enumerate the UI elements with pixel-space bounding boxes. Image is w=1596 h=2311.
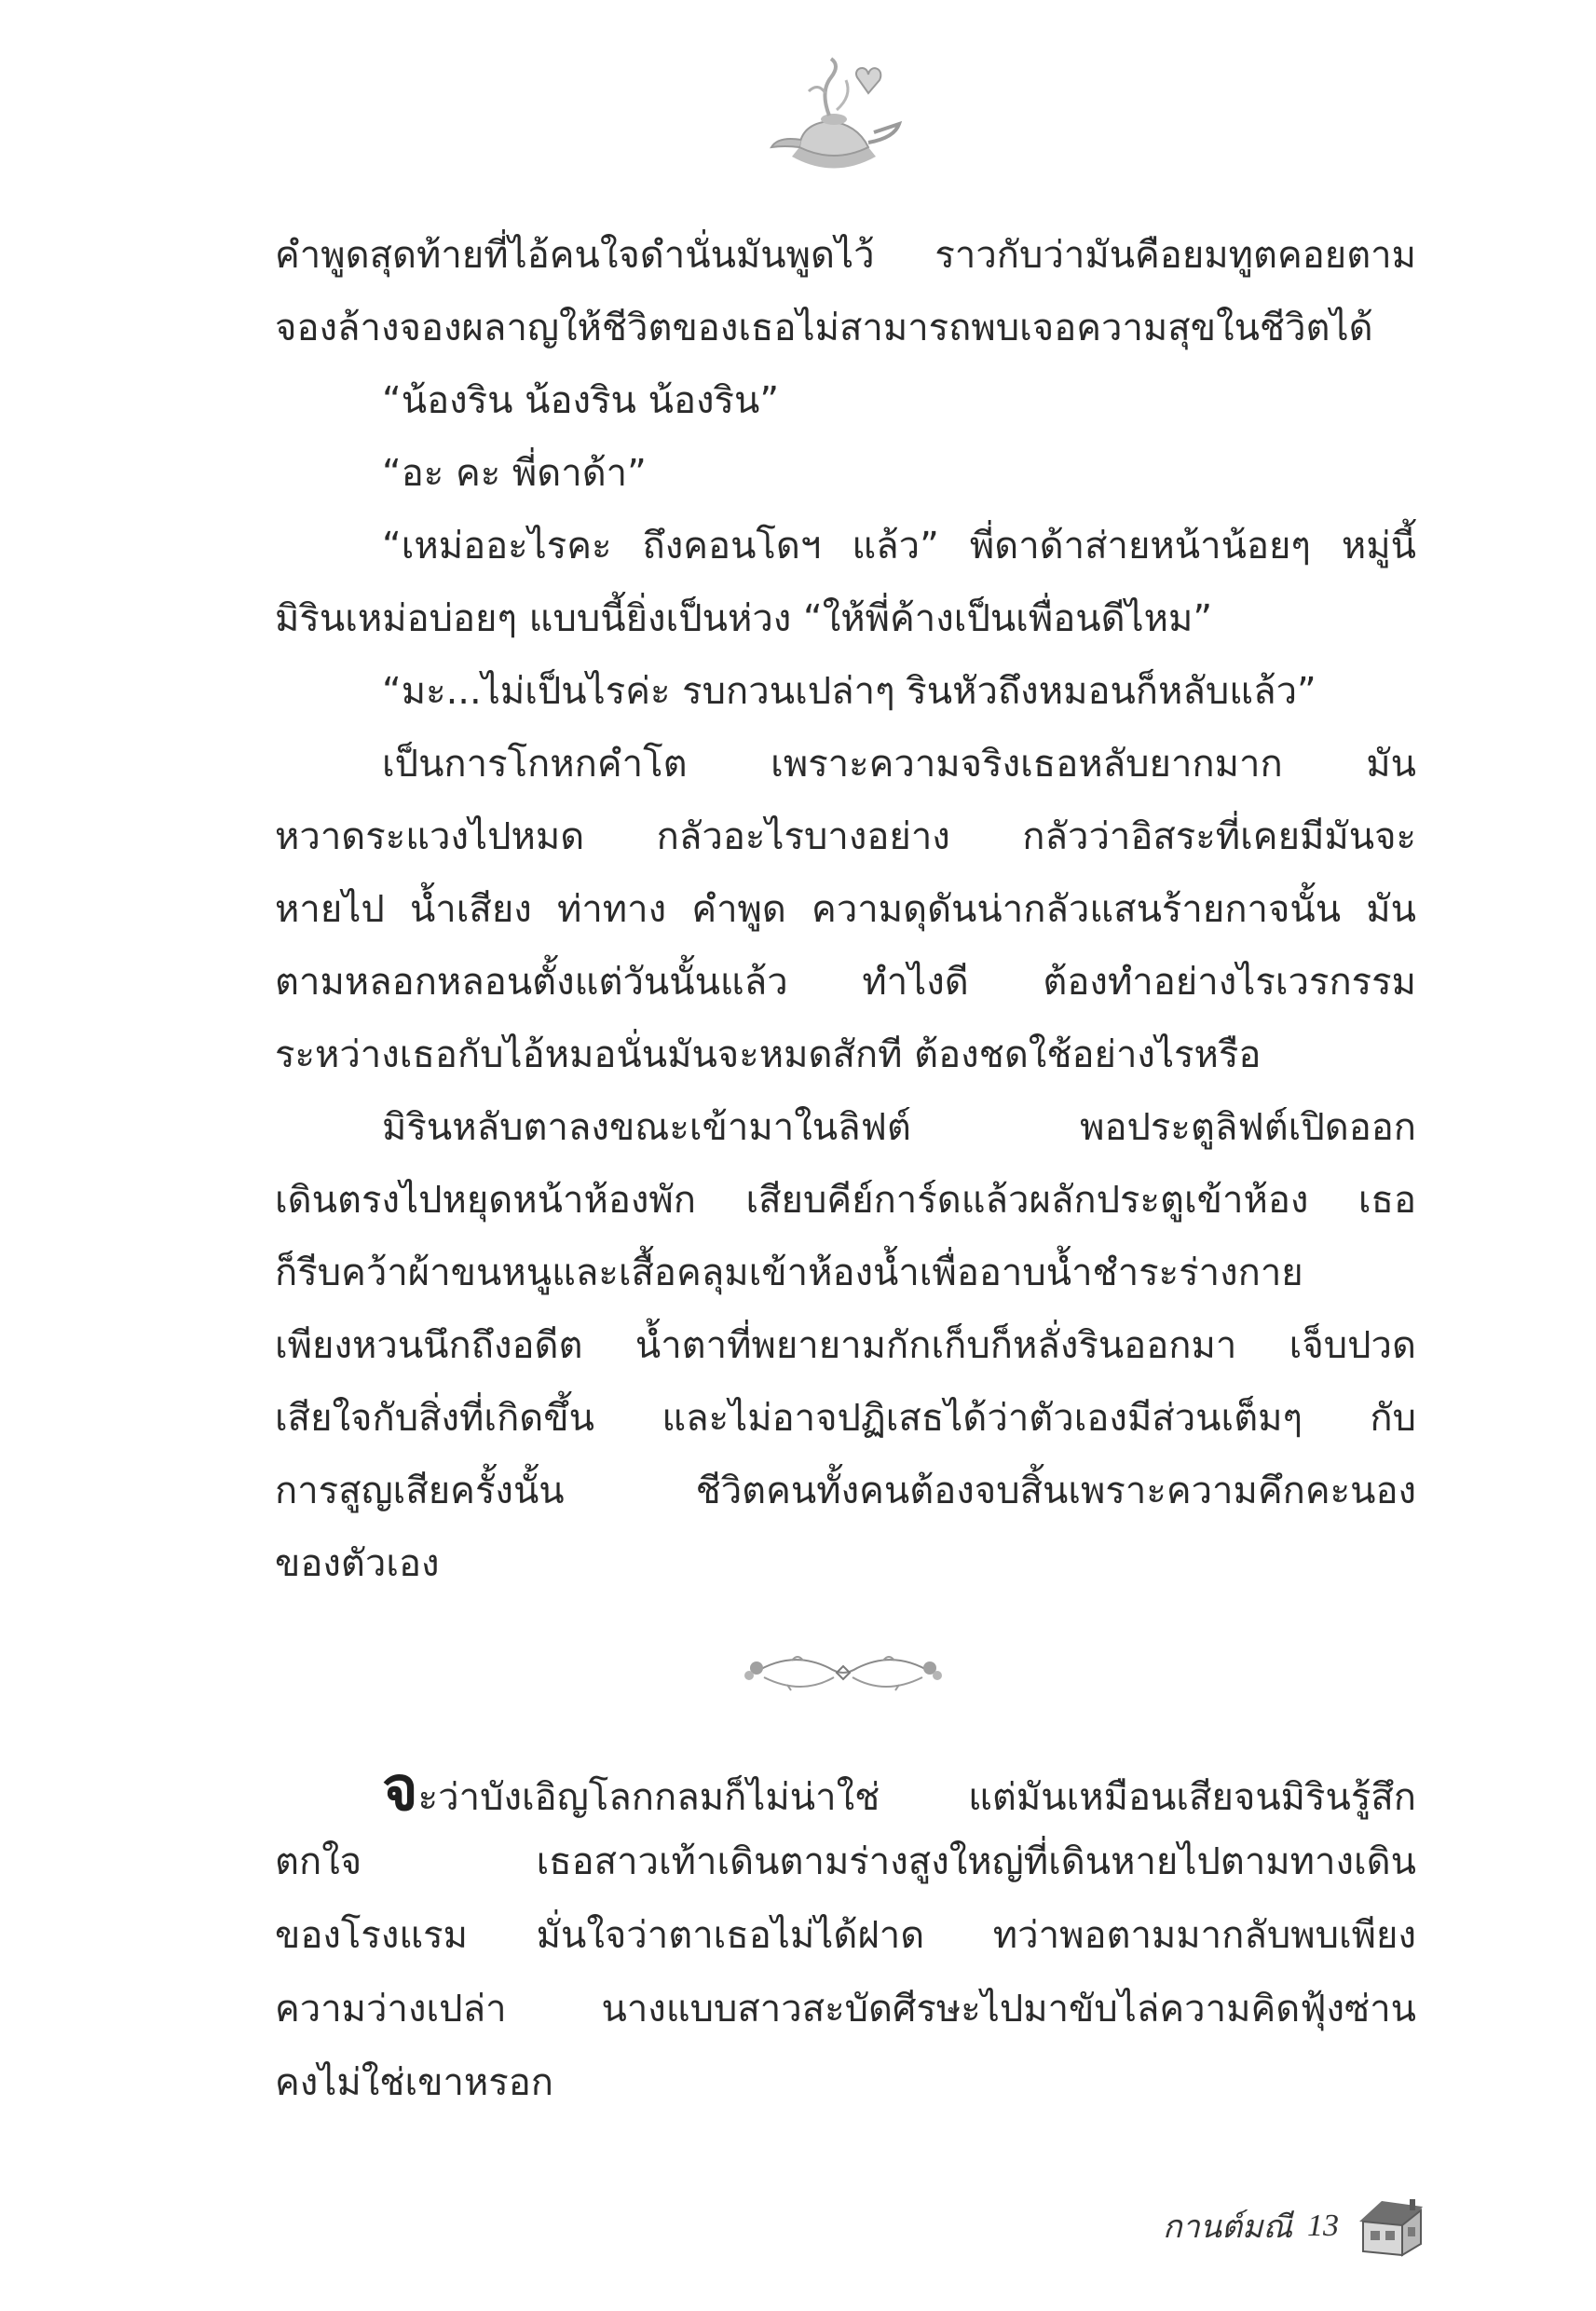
text-line: การสูญเสียครั้งนั้น ชีวิตคนทั้งคนต้องจบสิ้นเพราะความคึกคะนอง (275, 1470, 1416, 1512)
text-line: จองล้างจองผลาญให้ชีวิตของเธอไม่สามารถพบเจอความสุขในชีวิตได้ (275, 307, 1373, 349)
text-line: คำพูดสุดท้ายที่ไอ้คนใจดำนั่นมันพูดไว้ ราวกับว่ามันคือยมทูตคอยตาม (275, 234, 1416, 277)
text-line: มิรินหลับตาลงขณะเข้ามาในลิฟต์ พอประตูลิฟต์เปิดออก (382, 1106, 1416, 1149)
body-text-block-1 (275, 219, 1416, 1600)
dropcap-paragraph-start (275, 1752, 1416, 1826)
text-line: ตามหลอกหลอนตั้งแต่วันนั้นแล้ว ทำไงดี ต้องทำอย่างไรเวรกรรม (275, 961, 1416, 1004)
text-line: ตกใจ เธอสาวเท้าเดินตามร่างสูงใหญ่ที่เดินหายไปตามทางเดิน (275, 1840, 1416, 1883)
text-line: ของโรงแรม มั่นใจว่าตาเธอไม่ได้ฝาด ทว่าพอตามมากลับพบเพียง (275, 1914, 1416, 1957)
text-line: เพียงหวนนึกถึงอดีต น้ำตาที่พยายามกักเก็บก็หลั่งรินออกมา เจ็บปวด (275, 1324, 1416, 1367)
dialogue-line: “น้องริน น้องริน น้องริน” (382, 379, 780, 422)
text-line: คงไม่ใช่เขาหรอก (275, 2061, 554, 2104)
text-line: เสียใจกับสิ่งที่เกิดขึ้น และไม่อาจปฏิเสธได้ว่าตัวเองมีส่วนเต็มๆ กับ (275, 1397, 1416, 1440)
dialogue-line: “มะ...ไม่เป็นไรค่ะ รบกวนเปล่าๆ รินหัวถึงหมอนก็หลับแล้ว” (382, 670, 1316, 713)
page-footer (1163, 2194, 1428, 2259)
genie-lamp-icon (764, 54, 904, 180)
floral-divider-icon (736, 1640, 950, 1705)
text-line: ความว่างเปล่า นางแบบสาวสะบัดศีรษะไปมาขับไล่ความคิดฟุ้งซ่าน (275, 1988, 1416, 2031)
dialogue-line: “อะ คะ พี่ดาด้า” (382, 452, 647, 495)
page-number: 13 (1307, 2208, 1339, 2243)
text-line: ของตัวเอง (275, 1542, 440, 1585)
body-text-block-2 (275, 1752, 1416, 2120)
text-line: หวาดระแวงไปหมด กลัวอะไรบางอย่าง กลัวว่าอิสระที่เคยมีมันจะ (275, 815, 1416, 858)
text-line: เป็นการโกหกคำโต เพราะความจริงเธอหลับยากมาก มัน (382, 743, 1416, 786)
dialogue-line: “เหม่ออะไรคะ ถึงคอนโดฯ แล้ว” พี่ดาด้าส่ายหน้าน้อยๆ หมู่นี้ (382, 525, 1416, 567)
text-line: หายไป น้ำเสียง ท่าทาง คำพูด ความดุดันน่ากลัวแสนร้ายกาจนั้น มัน (275, 888, 1416, 931)
dropcap-letter: จ (382, 1753, 418, 1825)
text-line: ก็รีบคว้าผ้าขนหนูและเสื้อคลุมเข้าห้องน้ำเพื่ออาบน้ำชำระร่างกาย (275, 1251, 1303, 1294)
text-segment: ะว่าบังเอิญโลกกลมก็ไม่น่าใช่ แต่มันเหมือนเสียจนมิรินรู้สึก (417, 1776, 1416, 1819)
text-line: มิรินเหม่อบ่อยๆ แบบนี้ยิ่งเป็นห่วง “ให้พี่ค้างเป็นเพื่อนดีไหม” (275, 597, 1213, 640)
book-title: กานต์มณี (1163, 2208, 1292, 2246)
house-icon (1354, 2194, 1428, 2259)
text-line: เดินตรงไปหยุดหน้าห้องพัก เสียบคีย์การ์ดแล้วผลักประตูเข้าห้อง เธอ (275, 1179, 1416, 1222)
text-line: ระหว่างเธอกับไอ้หมอนั่นมันจะหมดสักที ต้องชดใช้อย่างไรหรือ (275, 1033, 1262, 1076)
